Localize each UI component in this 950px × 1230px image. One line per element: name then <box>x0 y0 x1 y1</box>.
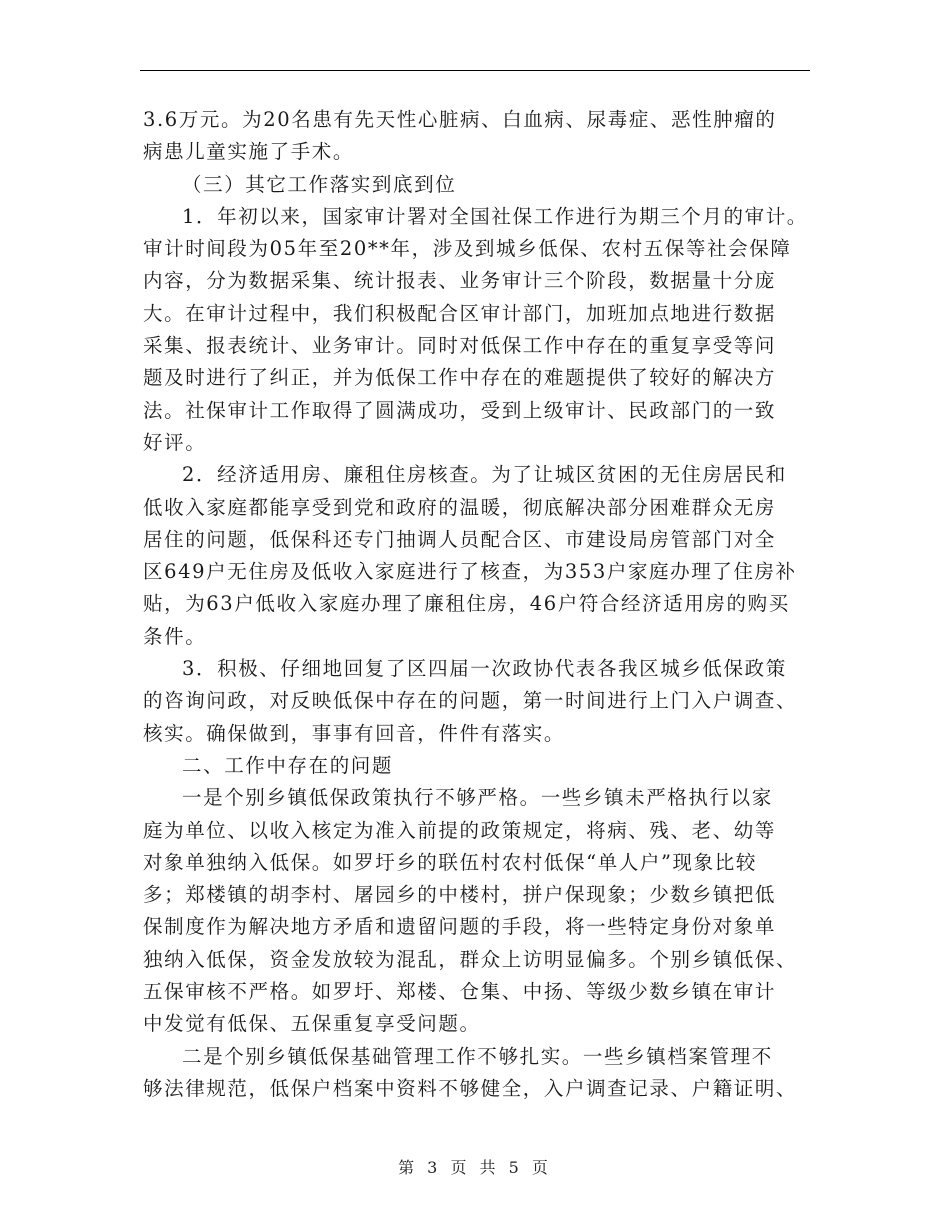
text-line: 审计时间段为05年至20**年，涉及到城乡低保、农村五保等社会保障 <box>143 237 792 261</box>
text-line: 1．年初以来，国家审计署对全国社保工作进行为期三个月的审计。 <box>182 204 808 228</box>
text-line: 够法律规范，低保户档案中资料不够健全，入户调查记录、户籍证明、 <box>143 1076 798 1100</box>
document-body <box>143 104 808 1105</box>
text-line: 一是个别乡镇低保政策执行不够严格。一些乡镇未严格执行以家 <box>182 786 773 810</box>
text-line: 3.6万元。为20名患有先天性心脏病、白血病、尿毒症、恶性肿瘤的 <box>143 108 777 131</box>
text-line: 低收入家庭都能享受到党和政府的温暖，彻底解决部分困难群众无房 <box>143 495 777 519</box>
text-line: 内容，分为数据采集、统计报表、业务审计三个阶段，数据量十分庞 <box>143 269 777 293</box>
text-line: 保制度作为解决地方矛盾和遗留问题的手段，将一些特定身份对象单 <box>143 915 777 939</box>
text-line: 对象单独纳入低保。如罗圩乡的联伍村农村低保“单人户”现象比较 <box>143 850 757 874</box>
text-line: 好评。 <box>143 430 207 454</box>
text-line: 采集、报表统计、业务审计。同时对低保工作中存在的重复享受等问 <box>143 334 777 358</box>
text-line: 3．积极、仔细地回复了区四届一次政协代表各我区城乡低保政策 <box>182 657 787 681</box>
text-line: 二是个别乡镇低保基础管理工作不够扎实。一些乡镇档案管理不 <box>182 1044 773 1068</box>
page-footer: 第 3 页 共 5 页 <box>398 1158 552 1177</box>
text-line: 二、工作中存在的问题 <box>182 753 394 777</box>
text-line: 法。社保审计工作取得了圆满成功，受到上级审计、民政部门的一致 <box>143 398 777 422</box>
text-line: 大。在审计过程中，我们积极配合区审计部门，加班加点地进行数据 <box>143 301 777 325</box>
text-line: 条件。 <box>143 624 207 648</box>
text-line: 居住的问题，低保科还专门抽调人员配合区、市建设局房管部门对全 <box>143 527 777 551</box>
text-line: 2．经济适用房、廉租住房核查。为了让城区贫困的无住房居民和 <box>182 463 787 487</box>
text-line: 核实。确保做到，事事有回音，件件有落实。 <box>143 721 566 745</box>
header-rule <box>140 70 810 71</box>
text-line: 独纳入低保，资金发放较为混乱，群众上访明显偏多。个别乡镇低保、 <box>143 947 798 971</box>
text-line: 贴，为63户低收入家庭办理了廉租住房，46户符合经济适用房的购买 <box>143 592 790 616</box>
text-line: （三）其它工作落实到底到位 <box>182 172 457 196</box>
text-line: 五保审核不严格。如罗圩、郑楼、仓集、中扬、等级少数乡镇在审计 <box>143 980 777 1004</box>
text-line: 庭为单位、以收入核定为准入前提的政策规定，将病、残、老、幼等 <box>143 818 777 842</box>
text-line: 题及时进行了纠正，并为低保工作中存在的难题提供了较好的解决方 <box>143 366 777 390</box>
text-line: 中发觉有低保、五保重复享受问题。 <box>143 1012 481 1036</box>
text-line: 区649户无住房及低收入家庭进行了核查，为353户家庭办理了住房补 <box>143 560 797 584</box>
text-line: 的咨询问政，对反映低保中存在的问题，第一时间进行上门入户调查、 <box>143 689 798 713</box>
text-line: 多；郑楼镇的胡李村、屠园乡的中楼村，拼户保现象；少数乡镇把低 <box>143 883 777 907</box>
text-line: 病患儿童实施了手术。 <box>143 140 355 164</box>
